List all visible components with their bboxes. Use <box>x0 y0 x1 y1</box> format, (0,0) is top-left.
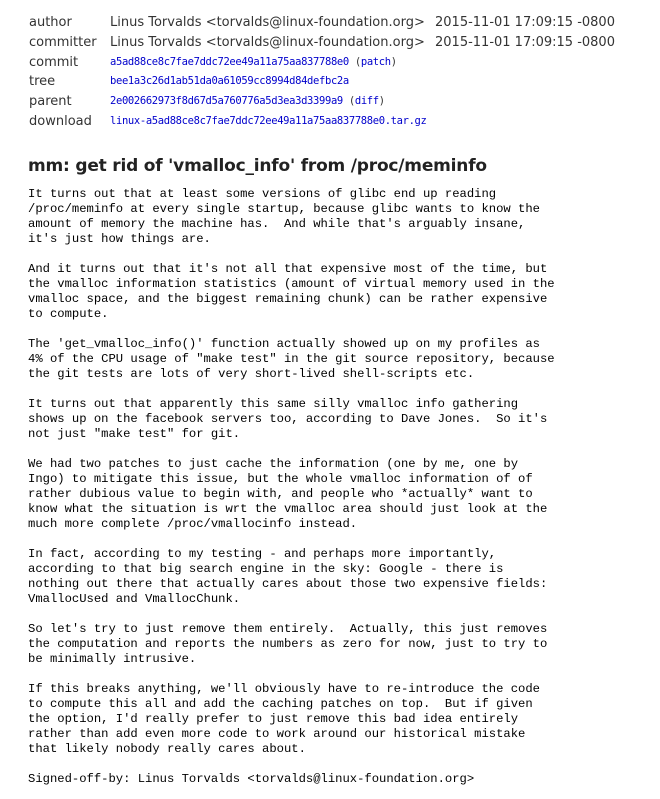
commit-info-table <box>29 13 615 132</box>
diff-paren-close: ) <box>378 95 385 108</box>
committer-name: Linus Torvalds <torvalds@linux-foundation.org> <box>110 34 425 50</box>
parent-label: parent <box>29 94 72 110</box>
author-row <box>29 13 615 33</box>
tree-label: tree <box>29 74 56 90</box>
author-name: Linus Torvalds <torvalds@linux-foundation.org> <box>110 15 425 30</box>
patch-paren-close: ) <box>390 55 397 68</box>
author-label: author <box>29 15 72 30</box>
diff-paren-open: ( <box>348 95 355 108</box>
download-link[interactable]: linux-a5ad88ce8c7fae7ddc72ee49a11a75aa837788e0.tar.gz <box>110 114 427 127</box>
download-cell <box>110 112 615 132</box>
commit-hash-cell <box>110 53 615 73</box>
commit-hash-link[interactable]: a5ad88ce8c7fae7ddc72ee49a11a75aa837788e0 <box>110 55 349 68</box>
author-date: 2015-11-01 17:09:15 -0800 <box>435 15 615 30</box>
committer-label: committer <box>29 34 97 50</box>
patch-paren-open: ( <box>354 55 361 68</box>
parent-row <box>29 92 615 112</box>
download-label: download <box>29 113 92 129</box>
diff-link[interactable]: diff <box>354 95 379 108</box>
patch-link[interactable]: patch <box>360 55 391 68</box>
tree-hash-cell <box>110 72 615 92</box>
committer-date: 2015-11-01 17:09:15 -0800 <box>435 34 615 50</box>
commit-subject: mm: get rid of 'vmalloc_info' from /proc/meminfo <box>28 156 487 176</box>
parent-hash-link[interactable]: 2e002662973f8d67d5a760776a5d3ea3d3399a9 <box>110 95 343 108</box>
tree-hash-link[interactable]: bee1a3c26d1ab51da0a61059cc8994d84defbc2a <box>110 75 349 88</box>
commit-message: It turns out that at least some versions of glibc end up reading /proc/meminfo at every single startup, because glibc wants to know the amount of memory the machine has. And while that's arguably insane, it's just how things are. And it turns out that it's not all that expensive most of the time, but the vmalloc information statistics (amount of virtual memory used in the vmalloc space, and the biggest remaining chunk) can be rather expensive to compute. The 'get_vmalloc_info()' function actually showed up on my profiles as 4% of the CPU usage of "make test" in the git source repository, because the git tests are lots of very short-lived shell-scripts etc. It turns out that apparently this same silly vmalloc info gathering shows up on the facebook servers too, according to Dave Jones. So it's not just "make test" for git. We had two patches to just cache the information (one by me, one by Ingo) to mitigate this issue, but the whole vmalloc information of of rather dubious value to begin with, and people who *actually* want to know what the situation is wrt the vmalloc area should just look at the much more complete /proc/vmallocinfo instead. In fact, according to my testing - and perhaps more importantly, according to that big search engine in the sky: Google - there is nothing out there that actually cares about those two expensive fields: VmallocUsed and VmallocChunk. So let's try to just remove them entirely. Actually, this just removes the computation and reports the numbers as zero for now, just to try to be minimally intrusive. If this breaks anything, we'll obviously have to re-introduce the code to compute this all and add the caching patches on top. But if given the option, I'd really prefer to just remove this bad idea entirely rather than add even more code to work around our historical mistake that likely nobody really cares about. Signed-off-by: Linus Torvalds <torvalds@linux-foundation.org> <box>28 187 555 786</box>
download-row <box>29 112 615 132</box>
parent-hash-cell <box>110 92 615 112</box>
commit-row <box>29 53 615 73</box>
commit-label: commit <box>29 54 79 70</box>
committer-row <box>29 33 615 53</box>
tree-row <box>29 72 615 92</box>
